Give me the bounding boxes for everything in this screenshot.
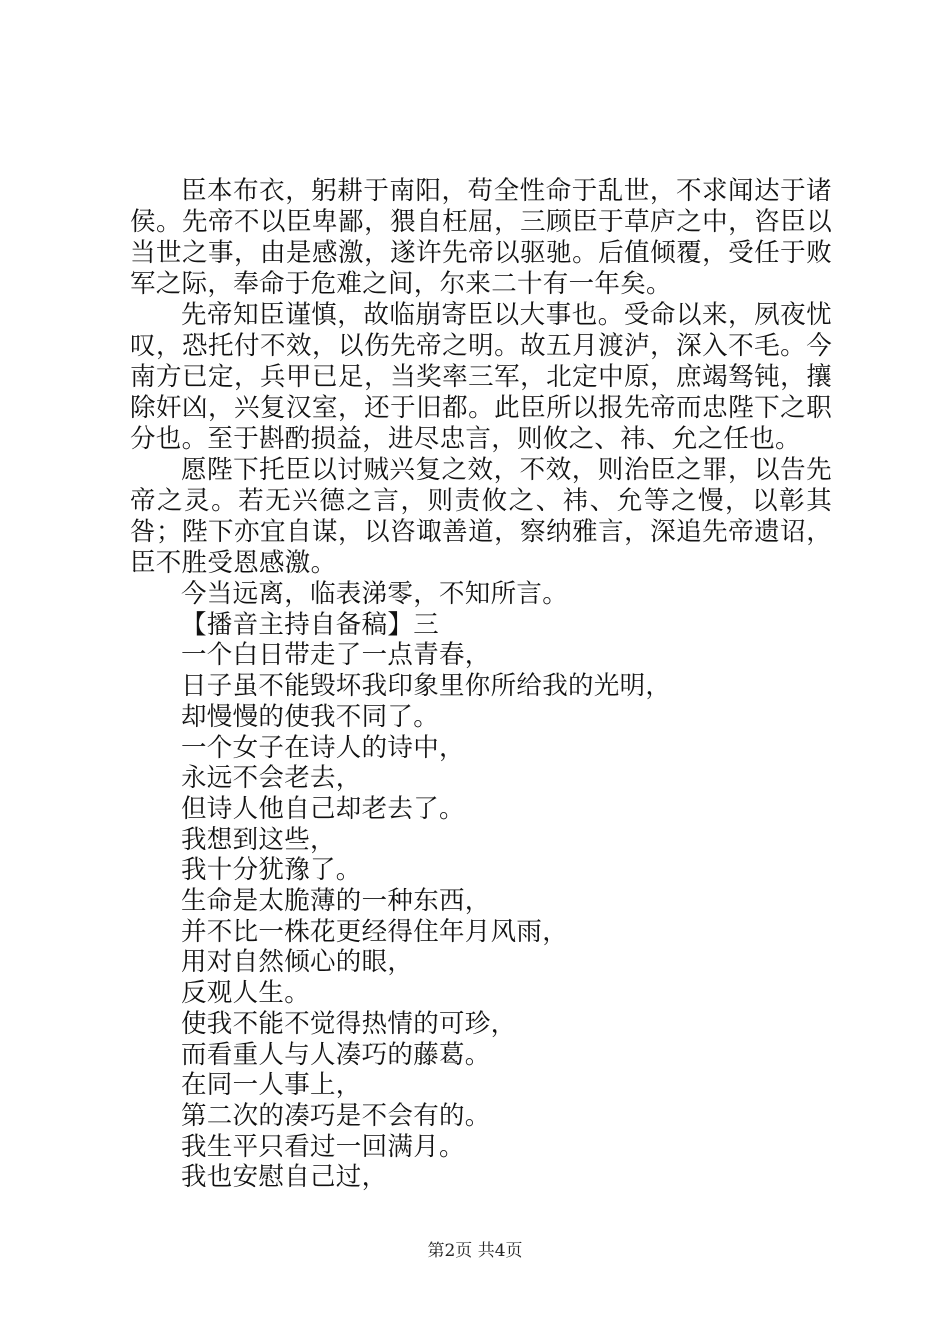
text-line: 永远不会老去， <box>181 763 362 794</box>
paragraph-3: 愿陛下托臣以讨贼兴复之效，不效，则治臣之罪，以告先帝之灵。若无兴德之言，则责攸之、祎、允等之慢，以彰其咎；陛下亦宜自谋，以咨诹善道，察纳雅言，深追先帝遗诏，臣不胜受恩感激。 <box>130 455 832 578</box>
text-line: 今当远离，临表涕零，不知所言。 <box>181 579 569 609</box>
paragraph-2: 先帝知臣谨慎，故临崩寄臣以大事也。受命以来，夙夜忧叹，恐托付不效，以伤先帝之明。故五月渡泸，深入不毛。今南方已定，兵甲已足，当奖率三军，北定中原，庶竭驽钝，攘除奸凶，兴复汉室，还于旧都。此臣所以报先帝而忠陛下之职分也。至于斟酌损益，进尽忠言，则攸之、祎、允之任也。 <box>130 300 832 454</box>
text-line: 但诗人他自己却老去了。 <box>181 793 465 824</box>
text-line: 我十分犹豫了。 <box>181 855 362 886</box>
text-line: 第二次的凑巧是不会有的。 <box>181 1100 491 1131</box>
paragraph-1: 臣本布衣，躬耕于南阳，苟全性命于乱世，不求闻达于诸侯。先帝不以臣卑鄙，猥自枉屈，三顾臣于草庐之中，咨臣以当世之事，由是感激，遂许先帝以驱驰。后值倾覆，受任于败军之际，奉命于危难之间，尔来二十有一年矣。 <box>130 176 832 299</box>
text-line: 生命是太脆薄的一种东西， <box>181 886 491 917</box>
text-line: 而看重人与人凑巧的藤葛。 <box>181 1039 491 1070</box>
page-number-footer: 第2页 共4页 <box>427 1241 523 1261</box>
text-line: 一个白日带走了一点青春， <box>181 640 491 671</box>
text-line: 并不比一株花更经得住年月风雨， <box>181 916 569 947</box>
text-line: 【播音主持自备稿】三 <box>181 609 440 640</box>
text-line: 我也安慰自己过， <box>181 1162 388 1193</box>
text-line: 反观人生。 <box>181 978 311 1009</box>
text-line: 使我不能不觉得热情的可珍， <box>181 1008 517 1039</box>
text-line: 用对自然倾心的眼， <box>181 947 414 978</box>
text-line: 在同一人事上， <box>181 1070 362 1101</box>
poem-lines <box>130 579 832 1193</box>
document-body <box>130 176 832 1193</box>
text-line: 日子虽不能毁坏我印象里你所给我的光明， <box>181 671 672 702</box>
text-line: 我生平只看过一回满月。 <box>181 1131 465 1162</box>
text-line: 我想到这些， <box>181 824 336 855</box>
text-line: 一个女子在诗人的诗中， <box>181 732 465 763</box>
text-line: 却慢慢的使我不同了。 <box>181 701 440 732</box>
